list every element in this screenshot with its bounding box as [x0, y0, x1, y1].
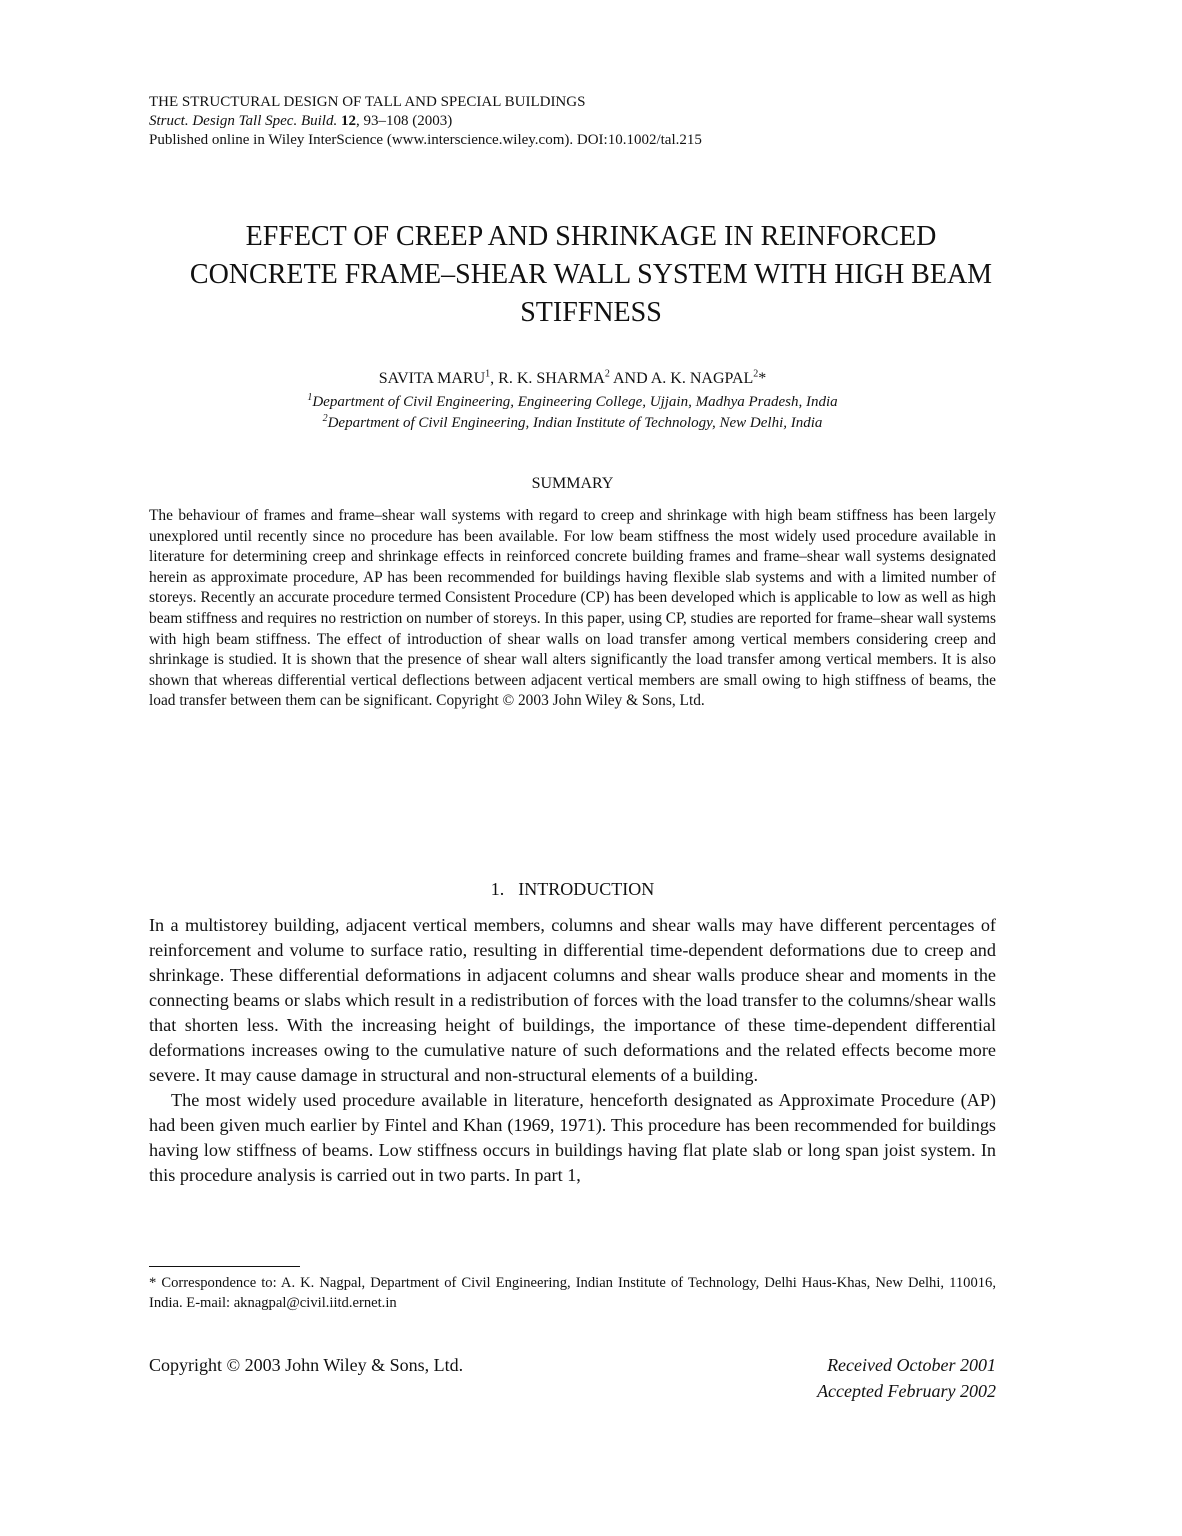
- affiliation: [149, 413, 996, 434]
- received-date: Received October 2001: [827, 1355, 996, 1375]
- section-number: 1.: [490, 879, 505, 899]
- author-affiliation-mark: 1: [485, 368, 491, 380]
- citation-pages-year: , 93–108 (2003): [355, 113, 453, 129]
- affiliations: [149, 392, 996, 434]
- citation-volume: 12: [340, 113, 356, 129]
- affiliation-text: Department of Civil Engineering, Engineering College, Ujjain, Madhya Pradesh, India: [312, 394, 838, 410]
- affiliation: [149, 392, 996, 413]
- copyright-notice: Copyright © 2003 John Wiley & Sons, Ltd.: [149, 1355, 464, 1375]
- author-separator: ,: [490, 370, 499, 387]
- section-body: [149, 913, 996, 1188]
- body-paragraph: The most widely used procedure available in literature, henceforth designated as Approximate Procedure (AP) had been given much earlier by Fintel and Khan (1969, 1971). This procedure has been recommended for buildings having low stiffness of beams. Low stiffness occurs in buildings having flat plate slab or long span joist system. In this procedure analysis is carried out in two parts. In part 1,: [149, 1090, 996, 1185]
- journal-name: THE STRUCTURAL DESIGN OF TALL AND SPECIAL BUILDINGS: [149, 94, 586, 110]
- title-line: CONCRETE FRAME–SHEAR WALL SYSTEM WITH HIGH BEAM: [189, 259, 993, 290]
- affiliation-mark: 2: [322, 413, 328, 424]
- citation-journal: Struct. Design Tall Spec. Build.: [149, 113, 338, 129]
- corresponding-author-mark: *: [758, 370, 767, 387]
- author-name: A. K. NAGPAL: [650, 370, 754, 387]
- title-line: STIFFNESS: [520, 297, 662, 328]
- correspondence-footnote: * Correspondence to: A. K. Nagpal, Department of Civil Engineering, Indian Institute of Technology, Delhi Haus-Khas, New Delhi, 110016, India. E-mail: aknagpal@civil.iitd.ernet.in: [149, 1275, 996, 1311]
- paper-title: [130, 218, 1052, 332]
- body-paragraph: In a multistorey building, adjacent vertical members, columns and shear walls may have different percentages of reinforcement and volume to surface ratio, resulting in differential time-dependent deformations due to creep and shrinkage. These differential deformations in adjacent columns and shear walls produce shear and moments in the connecting beams or slabs which result in a redistribution of forces with the load transfer to the columns/shear walls that shorten less. With the increasing height of buildings, the importance of these time-dependent differential deformations increases owing to the cumulative nature of such deformations and the related effects become more severe. It may cause damage in structural and non-structural elements of a building.: [149, 915, 996, 1085]
- author-name: SAVITA MARU: [378, 370, 486, 387]
- summary-abstract: The behaviour of frames and frame–shear wall systems with regard to creep and shrinkage with high beam stiffness has been largely unexplored until recently since no procedure has been available. For low beam stiffness the most widely used procedure available in literature for determining creep and shrinkage effects in reinforced concrete building frames and frame–shear wall systems designated herein as approximate procedure, AP has been recommended for buildings having flexible slab systems and with a limited number of storeys. Recently an accurate procedure termed Consistent Procedure (CP) has been developed which is applicable to low as well as high beam stiffness and requires no restriction on number of storeys. In this paper, using CP, studies are reported for frame–shear wall systems with high beam stiffness. The effect of introduction of shear walls on load transfer among vertical members considering creep and shrinkage is studied. It is shown that the presence of shear wall alters significantly the load transfer among vertical members. It is also shown that whereas differential vertical deflections between adjacent vertical members are small owing to high stiffness of beams, the load transfer between them can be significant. Copyright © 2003 John Wiley & Sons, Ltd.: [149, 507, 996, 710]
- author-separator: AND: [609, 370, 651, 387]
- title-line: EFFECT OF CREEP AND SHRINKAGE IN REINFORCED: [245, 221, 937, 252]
- published-online-line: Published online in Wiley InterScience (www.interscience.wiley.com). DOI:10.1002/tal.215: [149, 132, 702, 148]
- section-title: INTRODUCTION: [518, 879, 655, 899]
- author-affiliation-mark: 2: [604, 368, 610, 380]
- author-list: [149, 368, 996, 390]
- footnote-divider: [149, 1266, 300, 1267]
- affiliation-text: Department of Civil Engineering, Indian Institute of Technology, New Delhi, India: [327, 415, 823, 431]
- journal-header: [149, 93, 1049, 150]
- author-affiliation-mark: 2: [753, 368, 759, 380]
- author-name: R. K. SHARMA: [498, 370, 605, 387]
- section-heading: [149, 878, 996, 900]
- submission-dates: [817, 1352, 996, 1404]
- journal-citation: [149, 112, 1049, 131]
- affiliation-mark: 1: [307, 392, 313, 403]
- summary-heading: SUMMARY: [531, 475, 614, 492]
- accepted-date: Accepted February 2002: [817, 1381, 996, 1401]
